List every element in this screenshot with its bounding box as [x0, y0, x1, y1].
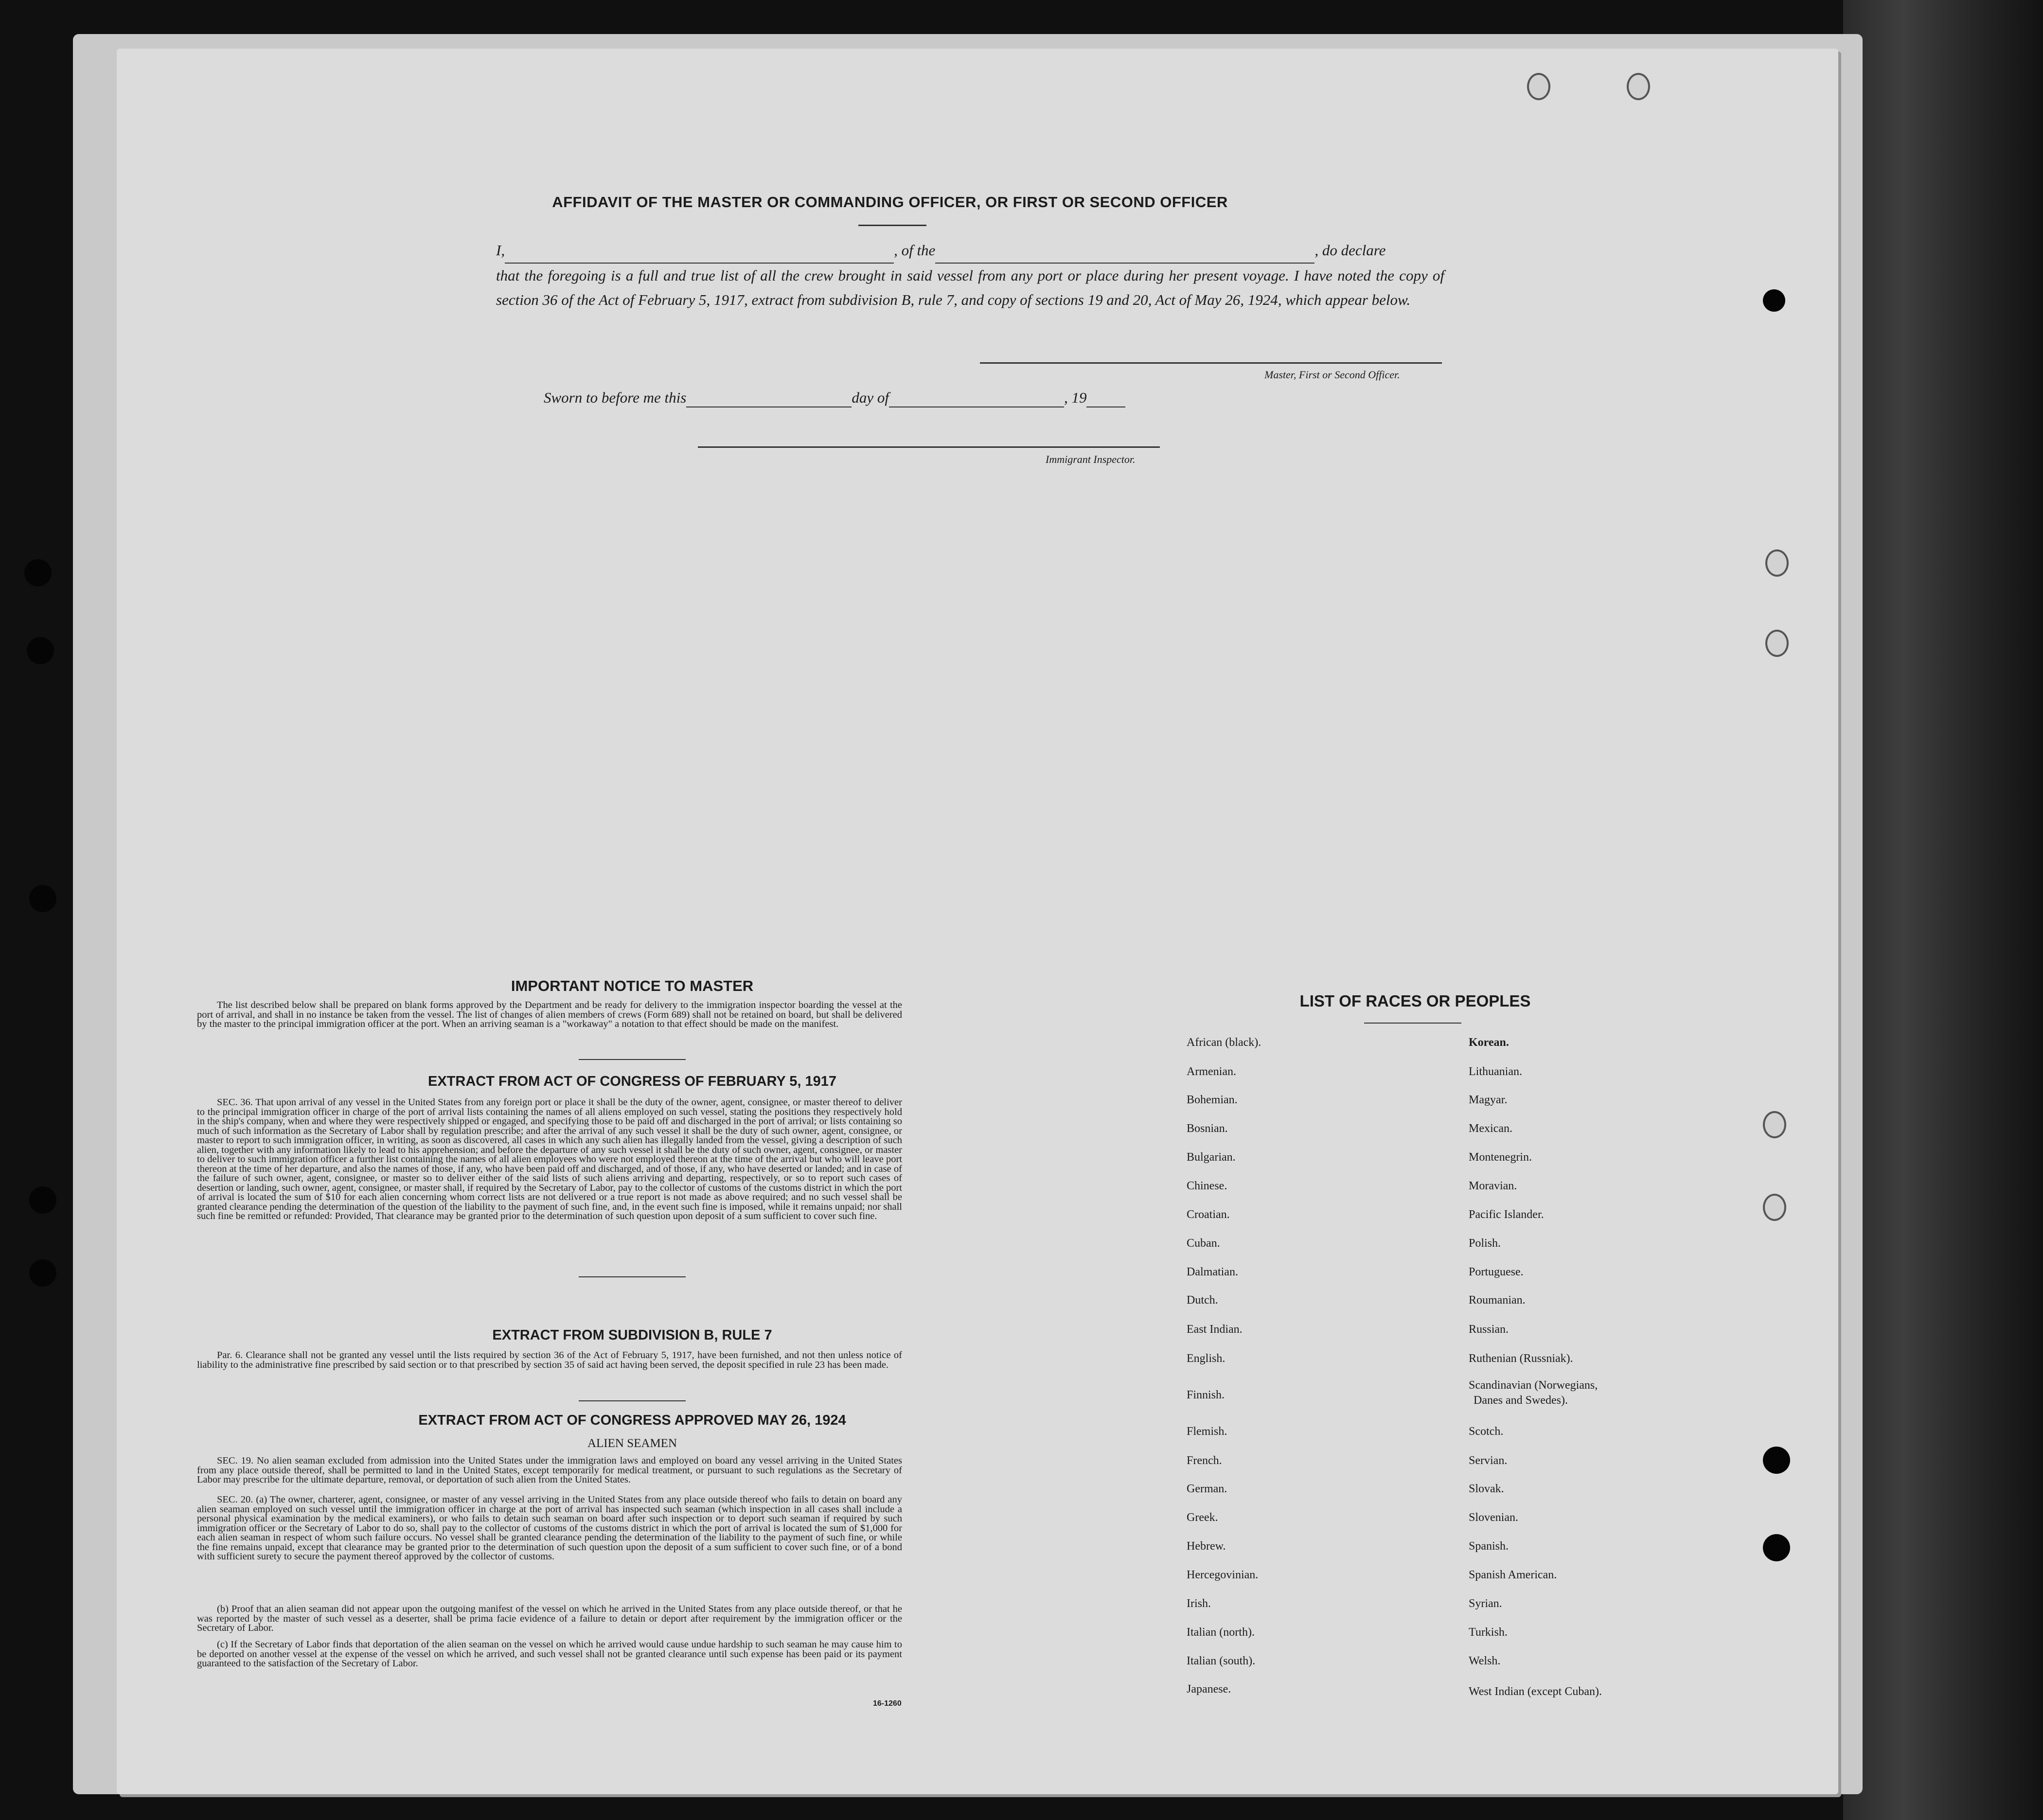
race-item: Turkish.: [1469, 1626, 1508, 1639]
sec20a-text: SEC. 20. (a) The owner, charterer, agent, consignee, or master of any vessel arriving in the United States from any place outside thereof who fails to detain on board any alien seaman employed on such vessel until the immigration officer in charge at the port of arrival has inspected such seaman (which inspection in all cases shall include a personal physical examination by the medical examiners), or who fails to detain such seaman on board after such inspection or to deport such seaman if required by such immigration officer or the Secretary of Labor to do so, shall pay to the collector of customs of the customs district in which the port of arrival is located the sum of $1,000 for each alien seaman in respect of whom such failure occurs. No vessel shall be granted clearance pending the determination of the liability to the payment of such fine, or while the fine remains unpaid, except that clearance may be granted prior to the determination of such question upon the deposit of a sum sufficient to cover such fine, or of a bond with sufficient surety to secure the payment thereof approved by the collector of customs.: [197, 1494, 902, 1562]
race-item: Japanese.: [1187, 1683, 1231, 1696]
extract-1924-subtitle: ALIEN SEAMEN: [587, 1437, 677, 1450]
race-item: English.: [1187, 1352, 1226, 1365]
race-item: Scandinavian (Norwegians,: [1469, 1379, 1598, 1392]
extract-1917-title: EXTRACT FROM ACT OF CONGRESS OF FEBRUARY 5, 1917: [427, 1074, 837, 1089]
race-item: Mexican.: [1469, 1122, 1512, 1135]
sec19-text: SEC. 19. No alien seaman excluded from admission into the United States under the immigration laws and employed on board any vessel arriving in the United States from any place outside thereof, shall be permitted to land in the United States, except temporarily for medical treatment, or pursuant to such regulations as the Secretary of Labor may prescribe for the ultimate departure, removal, or deportation of such alien from the United States.: [197, 1455, 902, 1485]
punch-hole-icon: [29, 1259, 56, 1287]
sworn-line: [544, 389, 1125, 407]
rule7-text: Par. 6. Clearance shall not be granted any vessel until the lists required by section 36 of the Act of February 5, 1917, have been furnished, and not then unless notice of liability to the administrative fine prescribed by said section or to that prescribed by section 35 of said act having been served, the deposit specified in rule 23 has been made.: [197, 1350, 902, 1370]
divider: [579, 1276, 686, 1277]
race-item: Korean.: [1469, 1036, 1509, 1049]
notice-title: IMPORTANT NOTICE TO MASTER: [511, 977, 754, 994]
race-item: Slovenian.: [1469, 1511, 1518, 1524]
name-blank-field[interactable]: [505, 238, 894, 264]
race-item: Italian (south).: [1187, 1655, 1256, 1667]
race-item: Slovak.: [1469, 1483, 1504, 1495]
extract-1924-title: EXTRACT FROM ACT OF CONGRESS APPROVED MAY 26, 1924: [418, 1413, 846, 1428]
race-item: Portuguese.: [1469, 1266, 1524, 1278]
race-item: Pacific Islander.: [1469, 1208, 1544, 1221]
ring-hole-icon: [1527, 73, 1550, 100]
inspector-signature-line[interactable]: [698, 446, 1160, 448]
race-item: Hercegovinian.: [1187, 1569, 1259, 1581]
affidavit-title: AFFIDAVIT OF THE MASTER OR COMMANDING OFFICER, OR FIRST OR SECOND OFFICER: [552, 194, 1228, 211]
ring-hole-icon: [1763, 1194, 1786, 1221]
sworn-year-label: , 19: [1064, 389, 1087, 406]
divider: [579, 1059, 686, 1060]
race-item: Magyar.: [1469, 1094, 1508, 1106]
sworn-month-field[interactable]: [889, 389, 1064, 407]
race-item: Moravian.: [1469, 1180, 1517, 1192]
race-item: Croatian.: [1187, 1208, 1230, 1221]
punch-hole-icon: [1763, 1447, 1790, 1474]
affidavit-declaration-line: [496, 238, 1444, 264]
signature-line[interactable]: [980, 362, 1442, 364]
signature-label: Master, First or Second Officer.: [1264, 369, 1400, 381]
vessel-blank-field[interactable]: [935, 238, 1315, 264]
race-item: Ruthenian (Russniak).: [1469, 1352, 1573, 1365]
race-item: Bosnian.: [1187, 1122, 1228, 1135]
extract-1917-text: SEC. 36. That upon arrival of any vessel in the United States from any foreign port or place it shall be the duty of the owner, agent, consignee, or master thereof to deliver to the principal immigration officer in charge of the port of arrival lists containing the names of all aliens employed on such vessel, stating the positions they respectively hold in the ship's company, when and where they were respectively shipped or engaged, and specifying those to be paid off and discharged in the port of arrival; or lists containing so much of such information as the Secretary of Labor shall by regulation prescribe; and after the arrival of any such vessel it shall be the duty of such owner, agent, consignee, or master to report to such immigration officer, in writing, as soon as discovered, all cases in which any such alien has illegally landed from the vessel, giving a description of such alien, together with any information likely to lead to his apprehension; and before the departure of any such vessel it shall be the duty of such owner, agent, consignee, or master to deliver to such immigration officer a further list containing the names of all alien employees who were not employed thereon at the time of the arrival but who will leave port thereon at the time of her departure, and also the names of those, if any, who have been paid off and discharged, and of those, if any, who have deserted or landed; and in case of the failure of such owner, agent, consignee, or master so to deliver either of the said lists of such aliens arriving and departing, respectively, or so to report such cases of desertion or landing, such owner, agent, consignee, or master shall, if required by the Secretary of Labor, pay to the collector of customs of the customs district in which the port of arrival is located the sum of $10 for each alien concerning whom correct lists are not delivered or a true report is not made as above required; and no such vessel shall be granted clearance pending the determination of the question of the liability to the payment of such fine, and, in the event such fine is imposed, while it remains unpaid; nor shall such fine be remitted or refunded: Provided, That clearance may be granted prior to the determination of such question upon deposit of a sum sufficient to cover such fine.: [197, 1097, 902, 1221]
race-item: French.: [1187, 1454, 1222, 1467]
divider: [858, 225, 926, 226]
race-item: Spanish American.: [1469, 1569, 1557, 1581]
race-item: Spanish.: [1469, 1540, 1509, 1553]
race-item: East Indian.: [1187, 1323, 1243, 1336]
ring-hole-icon: [1763, 1111, 1786, 1138]
race-item: Chinese.: [1187, 1180, 1227, 1192]
affidavit-of-the-label: , of the: [894, 242, 936, 259]
race-item: Roumanian.: [1469, 1294, 1526, 1307]
punch-hole-icon: [29, 885, 56, 912]
race-item: Bohemian.: [1187, 1094, 1238, 1106]
race-item: Polish.: [1469, 1237, 1501, 1250]
race-item: Servian.: [1469, 1454, 1508, 1467]
affidavit-i-label: I,: [496, 242, 505, 259]
sworn-year-field[interactable]: [1086, 389, 1125, 407]
race-item: Hebrew.: [1187, 1540, 1226, 1553]
notice-text: The list described below shall be prepared on blank forms approved by the Department and be ready for delivery to the immigration inspector boarding the vessel at the port of arrival, and shall in no instance be taken from the vessel. The list of changes of alien members of crews (Form 689) shall not be retained on board, but shall be delivered by the master to the principal immigration officer at the port. When an arriving seaman is a "workaway" a notation to that effect should be made on the manifest.: [197, 1000, 902, 1029]
sworn-prefix: Sworn to before me this: [544, 389, 687, 406]
race-item: Irish.: [1187, 1597, 1211, 1610]
ring-hole-icon: [1627, 73, 1650, 100]
punch-hole-icon: [27, 637, 54, 664]
ring-hole-icon: [1765, 549, 1789, 577]
race-item: Cuban.: [1187, 1237, 1220, 1250]
affidavit-body: [496, 238, 1444, 312]
race-item: African (black).: [1187, 1036, 1261, 1049]
rule7-title: EXTRACT FROM SUBDIVISION B, RULE 7: [492, 1327, 772, 1343]
punch-hole-icon: [24, 559, 52, 586]
race-item: Danes and Swedes).: [1474, 1394, 1568, 1407]
race-item: West Indian (except Cuban).: [1469, 1685, 1602, 1698]
race-item: Syrian.: [1469, 1597, 1502, 1610]
punch-hole-icon: [29, 1186, 56, 1214]
punch-hole-icon: [1763, 1534, 1790, 1561]
race-item: Lithuanian.: [1469, 1065, 1522, 1078]
race-item: Russian.: [1469, 1323, 1509, 1336]
sworn-day-of: day of: [852, 389, 889, 406]
scanner-background: [1843, 0, 2043, 1820]
race-item: German.: [1187, 1483, 1227, 1495]
race-item: Armenian.: [1187, 1065, 1236, 1078]
race-item: Flemish.: [1187, 1425, 1227, 1438]
race-item: Scotch.: [1469, 1425, 1504, 1438]
form-number: 16-1260: [873, 1699, 902, 1708]
sec20b-text: (b) Proof that an alien seaman did not appear upon the outgoing manifest of the vessel on which he arrived in the United States from any place outside thereof, or that he was reported by the master of such vessel as a deserter, shall be prima facie evidence of a failure to detain or deport after requirement by the immigration officer or the Secretary of Labor.: [197, 1604, 902, 1633]
race-item: Greek.: [1187, 1511, 1218, 1524]
race-item: Welsh.: [1469, 1655, 1501, 1667]
races-title: LIST OF RACES OR PEOPLES: [1299, 992, 1531, 1010]
race-item: Montenegrin.: [1469, 1151, 1532, 1164]
race-item: Bulgarian.: [1187, 1151, 1236, 1164]
punch-hole-icon: [1763, 289, 1785, 312]
race-item: Dalmatian.: [1187, 1266, 1238, 1278]
divider: [579, 1400, 686, 1401]
affidavit-statement: that the foregoing is a full and true list of all the crew brought in said vessel from any port or place during her present voyage. I have noted the copy of section 36 of the Act of February 5, 1917, extract from subdivision B, rule 7, and copy of sections 19 and 20, Act of May 26, 1924, which appear below.: [496, 267, 1444, 308]
inspector-label: Immigrant Inspector.: [1046, 453, 1136, 465]
divider: [1364, 1023, 1461, 1024]
ring-hole-icon: [1765, 630, 1789, 657]
race-item: Italian (north).: [1187, 1626, 1255, 1639]
sec20c-text: (c) If the Secretary of Labor finds that deportation of the alien seaman on the vessel on which he arrived would cause undue hardship to such seaman he may cause him to be deported on another vessel at the expense of the vessel on which he arrived, and such vessel shall not be granted clearance until such expense has been paid or its payment guaranteed to the satisfaction of the Secretary of Labor.: [197, 1639, 902, 1669]
race-item: Dutch.: [1187, 1294, 1218, 1307]
sworn-day-field[interactable]: [686, 389, 852, 407]
affidavit-do-declare-label: , do declare: [1315, 242, 1386, 259]
race-item: Finnish.: [1187, 1389, 1225, 1401]
